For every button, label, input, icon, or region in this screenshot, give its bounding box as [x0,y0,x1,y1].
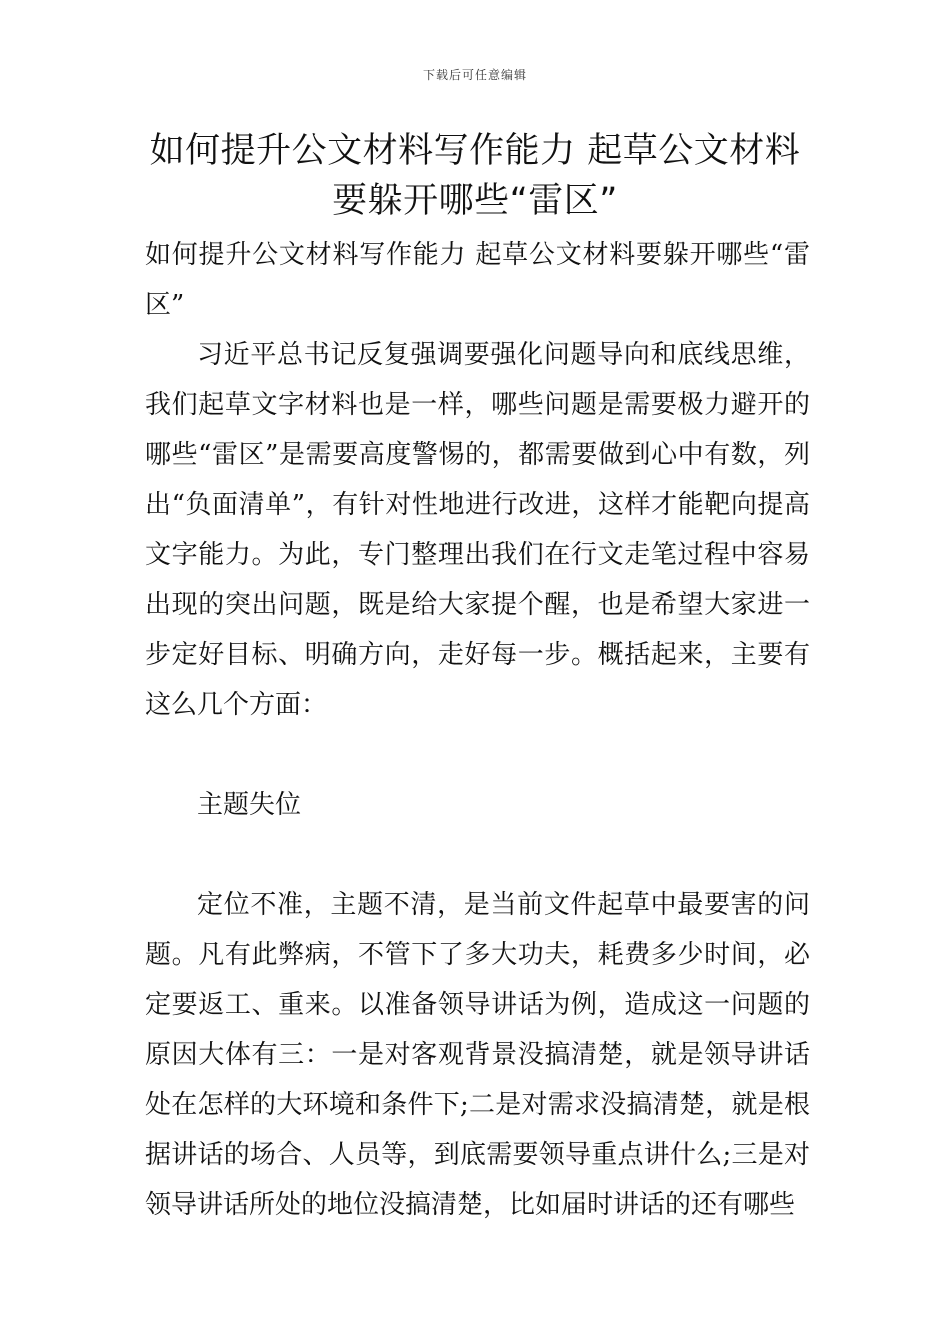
section-heading: 主题失位 [197,790,302,820]
intro-paragraph: 习近平总书记反复强调要强化问题导向和底线思维，我们起草文字材料也是一样，哪些问题是需要极力避开的哪些“雷区”是需要高度警惕的，都需要做到心中有数，列出“负面清单”，有针对性地进行改进，这样才能靶向提高文字能力。为此，专门整理出我们在行文走笔过程中容易出现的突出问题，既是给大家提个醒，也是希望大家进一步定好目标、明确方向，走好每一步。概括起来，主要有这么几个方面： [145,340,810,720]
section-body-paragraph: 定位不准，主题不清，是当前文件起草中最要害的问题。凡有此弊病，不管下了多大功夫，耗费多少时间，必定要返工、重来。以准备领导讲话为例，造成这一问题的原因大体有三：一是对客观背景没搞清楚，就是领导讲话处在怎样的大环境和条件下;二是对需求没搞清楚，就是根据讲话的场合、人员等，到底需要领导重点讲什么;三是对领导讲话所处的地位没搞清楚，比如届时讲话的还有哪些 [145,890,810,1220]
document-title: 如何提升公文材料写作能力 起草公文材料要躲开哪些“雷区” [149,131,801,221]
document-body [145,230,810,1230]
subtitle-paragraph: 如何提升公文材料写作能力 起草公文材料要躲开哪些“雷区” [145,240,810,320]
header-note: 下载后可任意编辑 [422,68,527,82]
